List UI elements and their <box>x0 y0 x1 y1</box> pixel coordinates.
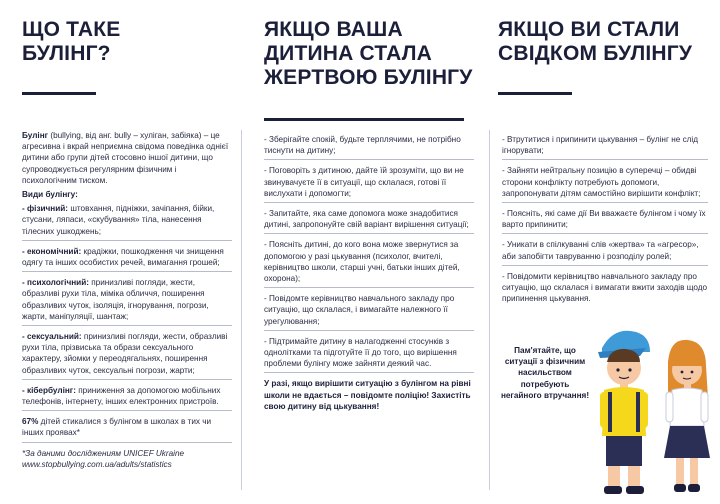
boy-figure <box>598 331 650 494</box>
witness-item: - Зайняти нейтральну позицію в суперечці – обидві сторони конфлікту потребують допомоги, запропонувати дітям самостійно вирішити конфлікт; <box>502 166 701 198</box>
definition-paragraph <box>22 130 232 186</box>
title-line-1: ЩО ТАКЕ <box>22 18 121 41</box>
column-witness <box>498 0 720 504</box>
title-underline <box>498 92 572 95</box>
title-line-1: ЯКЩО ВАША <box>264 18 403 41</box>
advice-item: - Зберігайте спокій, будьте терплячими, не потрібно тиснути на дитину; <box>264 135 461 156</box>
reminder-note: Пам'ятайте, що ситуації з фізичним насильством потребують негайного втручання! <box>500 346 590 400</box>
girl-figure <box>664 340 710 492</box>
title-line-3: ЖЕРТВОЮ БУЛІНГУ <box>264 66 473 89</box>
type-physical: - фізичний: штовхання, підніжки, зачіпання, бійки, стусани, ляпаси, «скубування» тіла, нанесення тілесних ушкоджень; <box>22 204 215 236</box>
witness-item: - Повідомити керівництво навчального закладу про ситуацію, що склалася і вимагати вжити заходів щодо припинення цькування. <box>502 271 708 304</box>
type-cyber: - кібербулінг: приниження за допомогою мобільних телефонів, інтернету, інших електронних пристроїв. <box>22 385 221 407</box>
column-child-victim <box>250 0 482 504</box>
witness-item: - Уникати в спілкуванні слів «жертва» та «агресор», аби запобігти тавруванню і розподілу ролей; <box>502 240 699 261</box>
definition-term: Булінг <box>22 131 49 140</box>
title-line-1: ЯКЩО ВИ СТАЛИ <box>498 18 680 41</box>
types-heading: Види булінгу: <box>22 190 78 200</box>
footnote: *За даними досліджениям UNICEF Ukraine <box>22 448 185 458</box>
source-link[interactable]: www.stopbullying.com.ua/adults/statistics <box>22 459 172 469</box>
type-psychological: - психологічний: принизливі погляди, жести, образливі рухи тіла, міміка обличчя, поширення образливих чуток, ізоляція, ігнорування, погрози, жарти, маніпуляції, шантаж; <box>22 278 209 321</box>
stat-value: 67% <box>22 417 39 427</box>
divider-2 <box>489 130 490 490</box>
advice-item: - Повідомте керівництво навчального закладу про ситуацію, що склалася, і вимагайте належного її урегулювання; <box>264 294 455 326</box>
advice-item: - Поясніть дитині, до кого вона може звернутися за допомогою у разі цькування (психолог, вчителі, керівництво школи, старші учні, батьки інших дітей, охорона); <box>264 240 460 284</box>
title-line-2: БУЛІНГ? <box>22 42 111 65</box>
title-line-2: ДИТИНА СТАЛА <box>264 42 433 65</box>
statistic <box>22 416 232 438</box>
advice-item: - Поговоріть з дитиною, дайте їй зрозуміти, що ви не звинувачуєте її в ситуації, що склалася, готові її вислухати і допомогти; <box>264 166 464 198</box>
stat-text: дітей стикалися з булінгом в школах в тих чи інших проявах* <box>22 417 212 438</box>
title-line-2: СВІДКОМ БУЛІНГУ <box>498 42 693 65</box>
closing-call-to-action: У разі, якщо вирішити ситуацію з булінгом на рівні школи не вдається – повідомте поліцію! Захистіть свою дитину від цькування! <box>264 379 471 411</box>
children-illustration <box>590 318 718 498</box>
advice-item: - Запитайте, яка саме допомога може знадобитися дитині, запропонуйте свій варіант вирішення ситуації; <box>264 209 469 230</box>
witness-item: - Втрутитися і припинити цькування – булінг не слід ігнорувати; <box>502 135 699 156</box>
witness-item: - Поясніть, які саме дії Ви вважаєте булінгом і чому їх варто припинити; <box>502 209 706 230</box>
column-what-is-bullying <box>0 0 236 504</box>
definition-text: (bullying, від анг. bully – хуліган, забіяка) – це агресивна і вкрай неприємна свідома поведінка однієї дитини або групи дітей стосовно іншої дитини, що супроводжується регулярним фізичним і психологічним тиском. <box>22 131 229 185</box>
advice-item: - Підтримайте дитину в налагодженні стосунків з однолітками та підготуйте її до того, що вирішення проблеми булінгу може зайняти деякий час. <box>264 336 457 369</box>
type-sexual: - сексуальний: принизливі погляди, жести, образливі рухи тіла, прізвиська та образи сексуального характеру, зйомки у переодягальнях, поширення образливих чуток, сексуальні погрози, жарти; <box>22 332 228 375</box>
type-economic: - економічний: крадіжки, пошкодження чи знищення одягу та інших особистих речей, вимагання грошей; <box>22 246 224 268</box>
divider-1 <box>241 130 242 490</box>
title-underline <box>264 118 464 121</box>
title-underline <box>22 92 96 95</box>
